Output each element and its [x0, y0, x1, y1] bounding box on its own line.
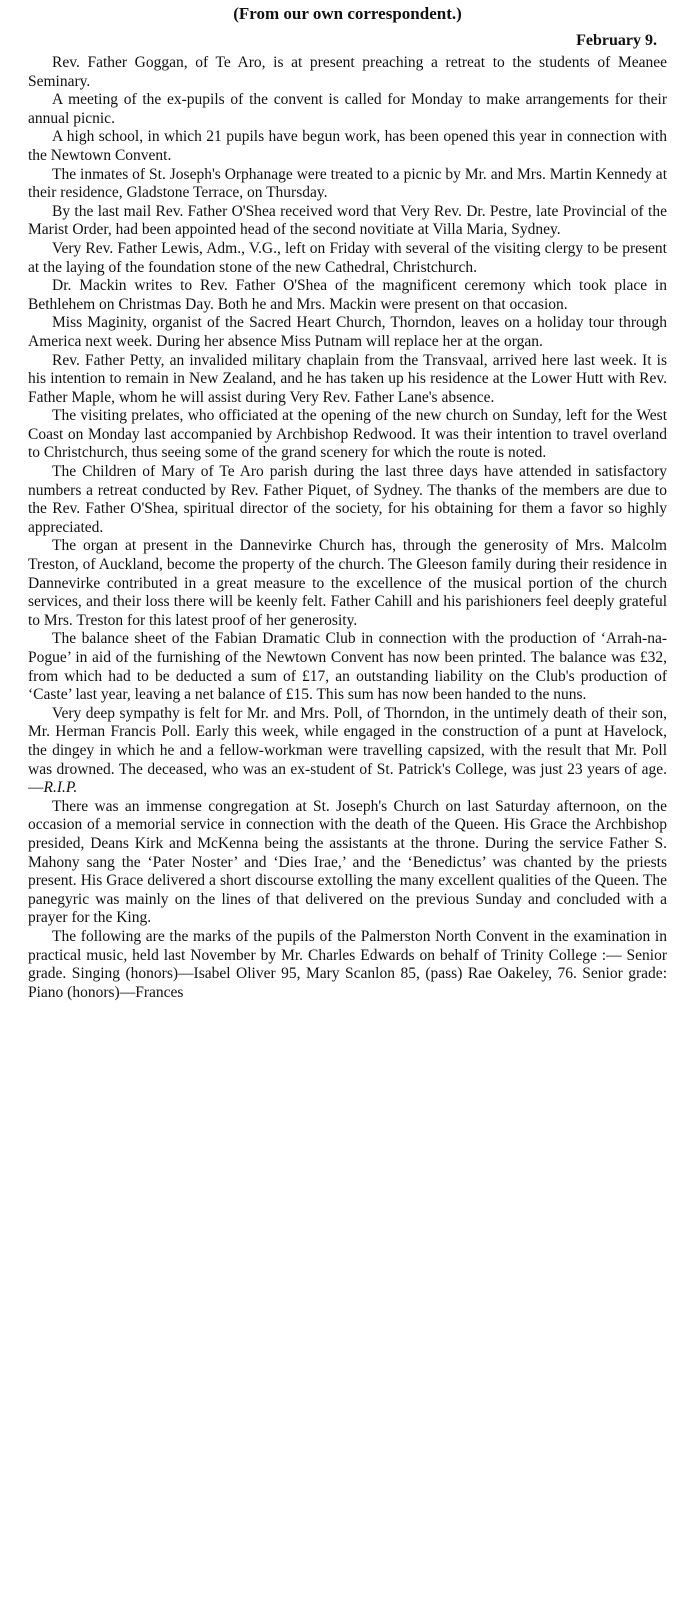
paragraph: The following are the marks of the pupils of the Palmerston North Convent in the examination in practical music, held last November by Mr. Charles Edwards on behalf of Trinity College :— Senior grade. Singing (honors)—Isabel Oliver 95, Mary Scanlon 85, (pass) Rae Oakeley, 76. Senior grade: Piano (honors)—Frances [28, 927, 667, 1001]
paragraph: A high school, in which 21 pupils have begun work, has been opened this year in connection with the Newtown Convent. [28, 128, 667, 164]
obituary-text: Very deep sympathy is felt for Mr. and Mrs. Poll, of Thorndon, in the untimely death of their son, Mr. Herman Francis Poll. Early this week, while engaged in the construction of a punt at Havelock, the dingey in which he and a fellow-workman were travelling capsized, with the result that Mr. Poll was drowned. The deceased, who was an ex-student of St. Patrick's College, was just 23 years of age.— [28, 704, 667, 797]
correspondent-header: (From our own correspondent.) [233, 4, 462, 23]
paragraph: Rev. Father Petty, an invalided military chaplain from the Transvaal, arrived here last week. It is his intention to remain in New Zealand, and he has taken up his residence at the Lower Hutt with Rev. Father Maple, whom he will assist during Very Rev. Father Lane's absence. [28, 351, 667, 406]
paragraph: Miss Maginity, organist of the Sacred Heart Church, Thorndon, leaves on a holiday tour through America next week. During her absence Miss Putnam will replace her at the organ. [28, 314, 667, 350]
paragraph: The inmates of St. Joseph's Orphanage were treated to a picnic by Mr. and Mrs. Martin Kennedy at their residence, Gladstone Terrace, on Thursday. [28, 165, 667, 202]
rip-text: R.I.P. [43, 779, 78, 797]
paragraph: Rev. Father Goggan, of Te Aro, is at present preaching a retreat to the students of Meanee Seminary. [28, 54, 667, 90]
paragraph-obituary [28, 705, 667, 798]
paragraph: The Children of Mary of Te Aro parish during the last three days have attended in satisfactory numbers a retreat conducted by Rev. Father Piquet, of Sydney. The thanks of the members are due to the Rev. Father O'Shea, spiritual director of the society, for his obtaining for them a favor so highly appreciated. [28, 463, 667, 536]
paragraph: A meeting of the ex-pupils of the convent is called for Monday to make arrangements for their annual picnic. [28, 91, 667, 127]
paragraph: The balance sheet of the Fabian Dramatic Club in connection with the production of ‘Arrah-na-Pogue’ in aid of the furnishing of the Newtown Convent has now been printed. The balance was £32, from which had to be deducted a sum of £17, an outstanding liability on the Club's production of ‘Caste’ last year, leaving a net balance of £15. This sum has now been handed to the nuns. [28, 630, 667, 704]
paragraph: By the last mail Rev. Father O'Shea received word that Very Rev. Dr. Pestre, late Provincial of the Marist Order, had been appointed head of the second novitiate at Villa Maria, Sydney. [28, 202, 667, 239]
paragraph: The visiting prelates, who officiated at the opening of the new church on Sunday, left for the West Coast on Monday last accompanied by Archbishop Redwood. It was their intention to travel overland to Christchurch, thus seeing some of the grand scenery for which the route is noted. [28, 407, 667, 462]
paragraph: Dr. Mackin writes to Rev. Father O'Shea of the magnificent ceremony which took place in Bethlehem on Christmas Day. Both he and Mrs. Mackin were present on that occasion. [28, 277, 667, 313]
paragraph: Very Rev. Father Lewis, Adm., V.G., left on Friday with several of the visiting clergy to be present at the laying of the foundation stone of the new Cathedral, Christchurch. [28, 239, 667, 276]
paragraph: There was an immense congregation at St. Joseph's Church on last Saturday afternoon, on the occasion of a memorial service in connection with the death of the Queen. His Grace the Archbishop presided, Deans Kirk and McKenna being the assistants at the throne. During the service Father S. Mahony sang the ‘Pater Noster’ and ‘Dies Irae,’ and the ‘Benedictus’ was chanted by the priests present. His Grace delivered a short discourse extolling the many excellent qualities of the Queen. The panegyric was mainly on the lines of that delivered on the previous Sunday and concluded with a prayer for the King. [28, 797, 667, 927]
dateline: February 9. [576, 32, 657, 49]
paragraph: The organ at present in the Dannevirke Church has, through the generosity of Mrs. Malcolm Treston, of Auckland, become the property of the church. The Gleeson family during their residence in Dannevirke contributed in a great measure to the excellence of the musical portion of the church services, and their loss there will be keenly felt. Father Cahill and his parishioners feel deeply grateful to Mrs. Treston for this latest proof of her generosity. [28, 537, 667, 629]
